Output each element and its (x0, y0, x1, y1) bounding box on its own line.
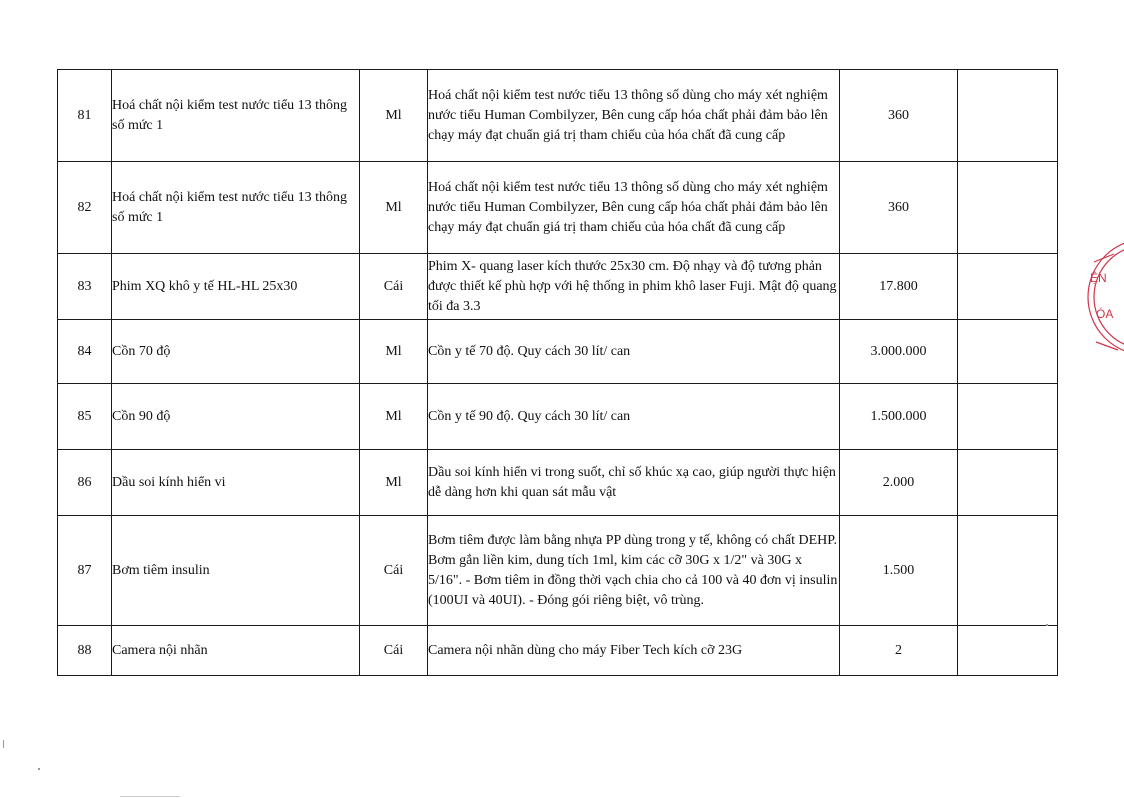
empty-cell (958, 320, 1058, 384)
item-unit-text: Cái (383, 278, 404, 294)
item-unit (360, 516, 428, 626)
seal-text-line-1: ỆN (1090, 271, 1107, 285)
empty-cell (958, 70, 1058, 162)
item-name (112, 450, 360, 516)
table-row (58, 626, 1058, 676)
item-name-text: Camera nội nhãn (112, 642, 208, 658)
item-quantity: 2 (840, 626, 958, 676)
empty-cell (958, 450, 1058, 516)
table-row (58, 384, 1058, 450)
table-row (58, 70, 1058, 162)
row-number: 83 (58, 254, 112, 320)
item-quantity: 3.000.000 (840, 320, 958, 384)
item-unit (360, 162, 428, 254)
item-quantity: 360 (840, 162, 958, 254)
item-name-text: Cồn 90 độ (112, 408, 171, 424)
row-number: 88 (58, 626, 112, 676)
item-unit (360, 384, 428, 450)
row-number: 82 (58, 162, 112, 254)
item-description: Hoá chất nội kiểm test nước tiểu 13 thông số dùng cho máy xét nghiệm nước tiểu Human Combilyzer, Bên cung cấp hóa chất phải đảm bảo lên chạy máy đạt chuẩn giá trị tham chiếu của hóa chất đã cung cấp (428, 162, 840, 254)
seal-stamp (1084, 232, 1124, 362)
scan-speck (120, 796, 180, 797)
seal-text-line-2: ÓA (1096, 307, 1114, 321)
item-unit-text: Ml (385, 343, 402, 359)
item-unit-text: Ml (385, 474, 402, 490)
item-description: Bơm tiêm được làm bằng nhựa PP dùng trong y tế, không có chất DEHP. Bơm gắn liền kim, dung tích 1ml, kim các cỡ 30G x 1/2" và 30G x 5/16". - Bơm tiêm in đồng thời vạch chia cho cả 100 và 40 đơn vị insulin (100UI và 40UI). - Đóng gói riêng biệt, vô trùng. (428, 516, 840, 626)
item-unit (360, 70, 428, 162)
item-description: Cồn y tế 70 độ. Quy cách 30 lít/ can (428, 320, 840, 384)
row-number: 87 (58, 516, 112, 626)
item-name (112, 516, 360, 626)
item-name-text: Dầu soi kính hiển vi (112, 474, 226, 490)
item-name (112, 254, 360, 320)
item-description: Camera nội nhãn dùng cho máy Fiber Tech kích cỡ 23G (428, 626, 840, 676)
empty-cell (958, 384, 1058, 450)
item-unit-text: Cái (383, 562, 404, 578)
empty-cell (958, 254, 1058, 320)
table-row (58, 162, 1058, 254)
table-row (58, 450, 1058, 516)
row-number: 86 (58, 450, 112, 516)
item-unit-text: Ml (385, 408, 402, 424)
item-unit (360, 254, 428, 320)
item-name (112, 70, 360, 162)
item-description: Hoá chất nội kiểm test nước tiểu 13 thông số dùng cho máy xét nghiệm nước tiểu Human Combilyzer, Bên cung cấp hóa chất phải đảm bảo lên chạy máy đạt chuẩn giá trị tham chiếu của hóa chất đã cung cấp (428, 70, 840, 162)
item-name (112, 320, 360, 384)
item-unit (360, 450, 428, 516)
item-name-text: Bơm tiêm insulin (112, 562, 210, 578)
items-table (57, 69, 1058, 676)
table-row (58, 516, 1058, 626)
table-row (58, 320, 1058, 384)
item-description: Phim X- quang laser kích thước 25x30 cm. Độ nhạy và độ tương phản được thiết kế phù hợp với hệ thống in phim khô laser Fuji. Mật độ quang tối đa 3.3 (428, 254, 840, 320)
empty-cell (958, 626, 1058, 676)
item-description: Cồn y tế 90 độ. Quy cách 30 lít/ can (428, 384, 840, 450)
scan-speck (1046, 624, 1048, 626)
scan-speck (3, 740, 4, 748)
empty-cell (958, 162, 1058, 254)
table-row (58, 254, 1058, 320)
item-name (112, 162, 360, 254)
item-name (112, 626, 360, 676)
scan-speck (38, 768, 40, 770)
row-number: 81 (58, 70, 112, 162)
empty-cell (958, 516, 1058, 626)
item-name-text: Phim XQ khô y tế HL-HL 25x30 (112, 278, 298, 294)
item-name-text: Hoá chất nội kiểm test nước tiểu 13 thông số mức 1 (112, 97, 348, 133)
item-quantity: 1.500.000 (840, 384, 958, 450)
item-unit (360, 320, 428, 384)
item-description: Dầu soi kính hiển vi trong suốt, chỉ số khúc xạ cao, giúp người thực hiện dễ dàng hơn khi quan sát mẫu vật (428, 450, 840, 516)
item-name-text: Cồn 70 độ (112, 343, 171, 359)
item-name-text: Hoá chất nội kiểm test nước tiểu 13 thông số mức 1 (112, 189, 348, 225)
item-quantity: 2.000 (840, 450, 958, 516)
item-quantity: 360 (840, 70, 958, 162)
item-unit-text: Ml (385, 107, 402, 123)
row-number: 85 (58, 384, 112, 450)
item-unit-text: Cái (383, 642, 404, 658)
item-unit-text: Ml (385, 199, 402, 215)
item-name (112, 384, 360, 450)
item-quantity: 17.800 (840, 254, 958, 320)
row-number: 84 (58, 320, 112, 384)
item-unit (360, 626, 428, 676)
item-quantity: 1.500 (840, 516, 958, 626)
